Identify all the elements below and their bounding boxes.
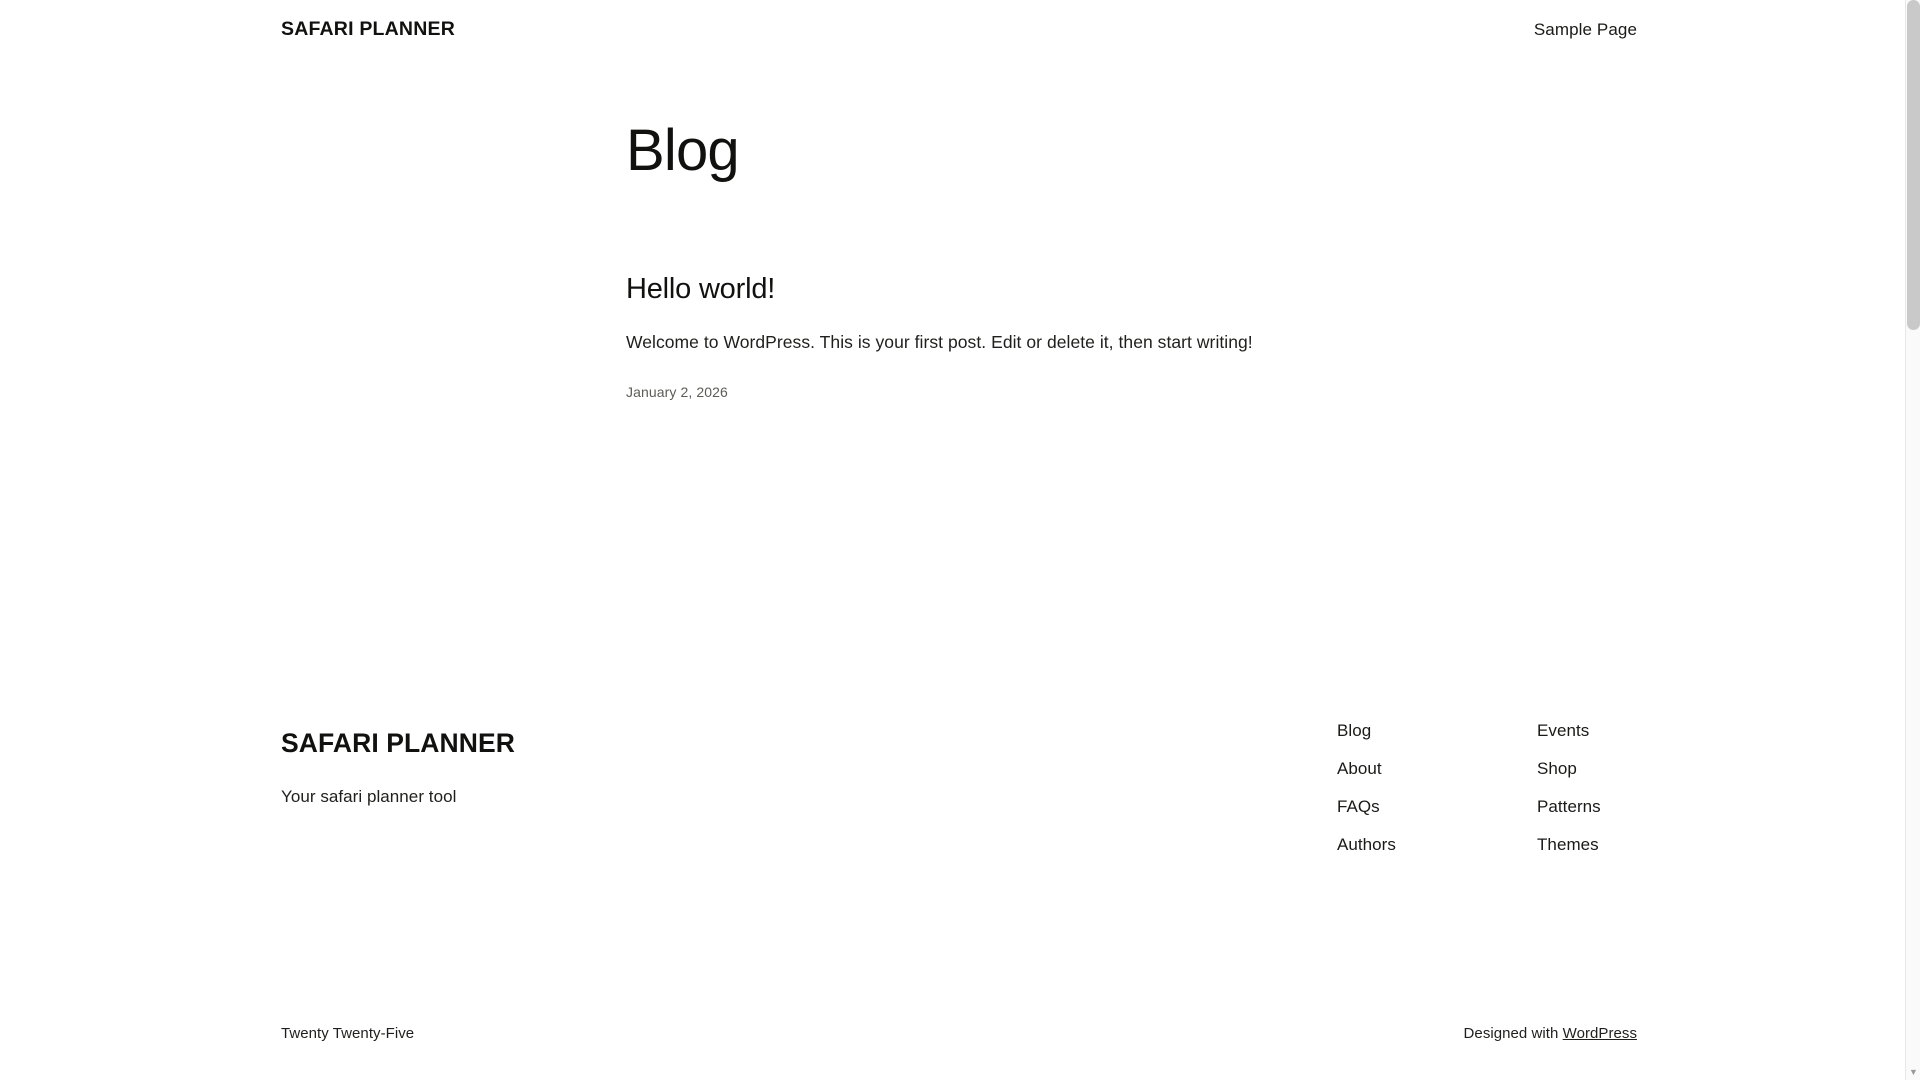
post-title-link[interactable]: Hello world! xyxy=(626,273,776,305)
footer-link-shop[interactable]: Shop xyxy=(1537,759,1577,778)
theme-credit: Twenty Twenty-Five xyxy=(281,1025,415,1042)
post-title xyxy=(626,272,1606,307)
wordpress-link[interactable]: WordPress xyxy=(1562,1025,1637,1042)
post-excerpt: Welcome to WordPress. This is your first post. Edit or delete it, then start writing! xyxy=(626,331,1253,352)
nav-item-sample-page[interactable]: Sample Page xyxy=(1533,20,1637,39)
site-header xyxy=(0,0,1905,70)
footer-column-two xyxy=(1537,722,1737,853)
footer-link-authors[interactable]: Authors xyxy=(1337,835,1396,854)
scrollbar-thumb[interactable] xyxy=(1907,0,1920,330)
footer-site-title: SAFARI PLANNER xyxy=(281,728,516,758)
footer-link-patterns[interactable]: Patterns xyxy=(1537,797,1601,816)
footer-link-events[interactable]: Events xyxy=(1537,721,1590,740)
page-title: Blog xyxy=(626,118,739,183)
post-date: January 2, 2026 xyxy=(626,384,728,401)
footer-navigation xyxy=(1337,722,1737,853)
footer-link-about[interactable]: About xyxy=(1337,759,1382,778)
scroll-down-arrow-icon[interactable]: ▼ xyxy=(1909,1067,1918,1077)
footer-brand xyxy=(281,728,515,807)
primary-navigation xyxy=(1534,20,1637,40)
footer-tagline: Your safari planner tool xyxy=(281,787,457,806)
vertical-scrollbar[interactable] xyxy=(1905,0,1920,1080)
post-list xyxy=(626,272,1606,400)
footer-link-blog[interactable]: Blog xyxy=(1337,721,1372,740)
footer-column-one xyxy=(1337,722,1537,853)
footer-bottom-bar xyxy=(0,1025,1905,1065)
site-title-link[interactable]: SAFARI PLANNER xyxy=(281,18,455,40)
designed-with-text: Designed with xyxy=(1463,1025,1563,1042)
footer-link-themes[interactable]: Themes xyxy=(1537,835,1599,854)
post-item xyxy=(626,272,1606,400)
footer-link-faqs[interactable]: FAQs xyxy=(1337,797,1380,816)
designed-with-credit xyxy=(1464,1025,1637,1042)
